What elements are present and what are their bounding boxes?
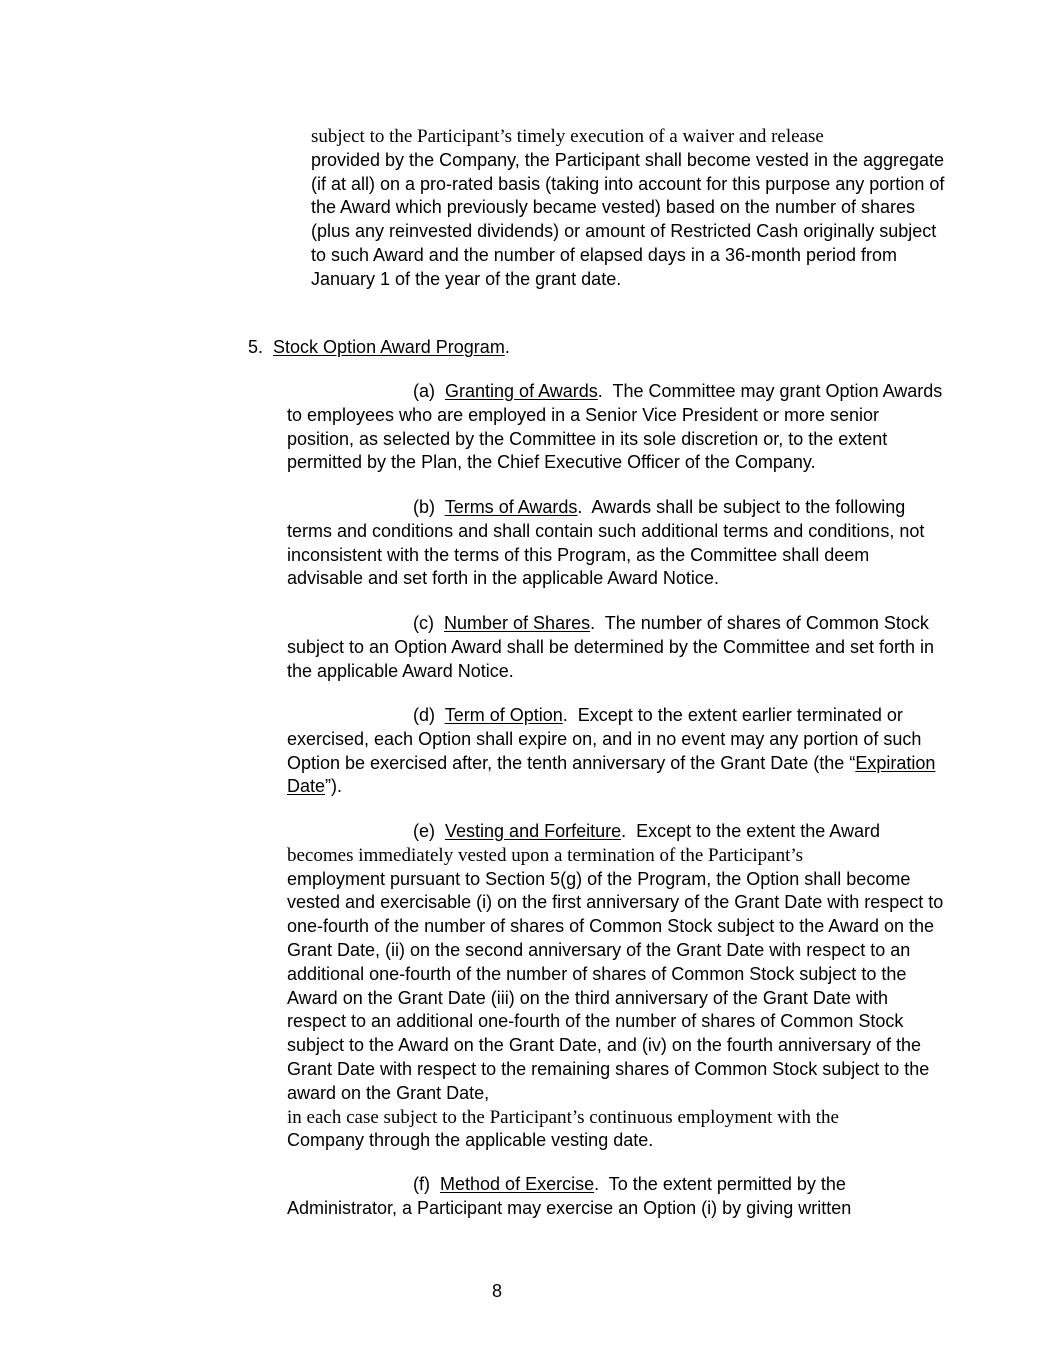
intro-paragraph xyxy=(311,125,951,292)
paragraph-d: (d) Term of Option. Except to the extent earlier terminated or exercised, each Option shall expire on, and in no event may any portion of such Option be exercised after, the tenth anniversary of the Grant Date (the “Expiration Date”). xyxy=(287,705,936,797)
paragraph-f: (f) Method of Exercise. To the extent permitted by the Administrator, a Participant may exercise an Option (i) by giving written xyxy=(287,1174,852,1218)
paragraph-d-defined-term: Expiration Date xyxy=(287,752,936,797)
section-title: Stock Option Award Program xyxy=(273,337,505,357)
paragraph-f-label: (f) xyxy=(413,1174,430,1194)
paragraph-a-heading: Granting of Awards xyxy=(445,381,598,401)
paragraph-e-serif-line2: in each case subject to the Participant’s continuous employment with the xyxy=(287,1106,839,1128)
paragraph-d-label: (d) xyxy=(413,705,435,725)
section-title-suffix: . xyxy=(504,337,510,357)
paragraph-e-text-end: Company through the applicable vesting date. xyxy=(287,1130,654,1151)
paragraph-b: (b) Terms of Awards. Awards shall be subject to the following terms and conditions and shall contain such additional terms and conditions, not inconsistent with the terms of this Program, as the Committee shall deem advisable and set forth in the applicable Award Notice. xyxy=(287,497,925,589)
section-heading xyxy=(248,336,948,360)
paragraph-d-defined-open: “ xyxy=(849,752,856,773)
intro-serif-lead: subject to the Participant’s timely execution of a waiver and release xyxy=(311,126,824,147)
paragraph-e-text-mid: employment pursuant to Section 5(g) of the Program, the Option shall become vested and exercisable (i) on the first anniversary of the Grant Date with respect to one-fourth of the number of shares of Common Stock subject to the Award on the Grant Date, (ii) on the second anniversary of the Grant Date with respect to an additional one-fourth of the number of shares of Common Stock subject to the Award on the Grant Date (iii) on the third anniversary of the Grant Date with respect to an additional one-fourth of the number of shares of Common Stock subject to the Award on the Grant Date, and (iv) on the fourth anniversary of the Grant Date with respect to the remaining shares of Common Stock subject to the award on the Grant Date, xyxy=(287,868,944,1103)
paragraph-b-label: (b) xyxy=(413,497,435,517)
paragraph-c-label: (c) xyxy=(413,613,434,633)
section-number: 5. xyxy=(248,337,264,357)
paragraph-f-text: To the extent permitted by the Administrator, a Participant may exercise an Option (i) by giving written xyxy=(287,1174,852,1218)
paragraph-e-text-lead: Except to the extent the Award xyxy=(636,821,880,841)
paragraph-f-heading: Method of Exercise xyxy=(440,1174,595,1194)
paragraph-a-label: (a) xyxy=(413,381,435,401)
paragraph-a-text: The Committee may grant Option Awards to employees who are employed in a Senior Vice President or more senior position, as selected by the Committee in its sole discretion or, to the extent permitted by the Plan, the Chief Executive Officer of the Company. xyxy=(287,381,943,473)
paragraph-a: (a) Granting of Awards. The Committee may grant Option Awards to employees who are employed in a Senior Vice President or more senior position, as selected by the Committee in its sole discretion or, to the extent permitted by the Plan, the Chief Executive Officer of the Company. xyxy=(287,381,943,473)
paragraph-c-heading: Number of Shares xyxy=(444,613,591,633)
page-number: 8 xyxy=(491,1281,502,1301)
paragraph-c-text: The number of shares of Common Stock subject to an Option Award shall be determined by the Committee and set forth in the applicable Award Notice. xyxy=(287,613,935,681)
paragraph-e: (e) Vesting and Forfeiture. Except to the extent the Award becomes immediately vested upon a termination of the Participant’s employment pursuant to Section 5(g) of the Program, the Option shall become vested and exercisable (i) on the first anniversary of the Grant Date with respect to one-fourth of the number of shares of Common Stock subject to the Award on the Grant Date, (ii) on the second anniversary of the Grant Date with respect to an additional one-fourth of the number of shares of Common Stock subject to the Award on the Grant Date (iii) on the third anniversary of the Grant Date with respect to an additional one-fourth of the number of shares of Common Stock subject to the Award on the Grant Date, and (iv) on the fourth anniversary of the Grant Date with respect to the remaining shares of Common Stock subject to the award on the Grant Date, in each case subject to the Participant’s continuous employment with the Company through the applicable vesting date. xyxy=(287,821,944,1151)
paragraph-d-defined-close: ”). xyxy=(325,776,343,797)
paragraph-d-text: Except to the extent earlier terminated or exercised, each Option shall expire on, and in no event may any portion of such Option be exercised after, the tenth anniversary of the Grant Date (the xyxy=(287,705,922,773)
paragraph-b-heading: Terms of Awards xyxy=(444,497,578,517)
paragraph-e-label: (e) xyxy=(413,821,435,841)
paragraph-e-heading: Vesting and Forfeiture xyxy=(445,821,622,841)
intro-body: provided by the Company, the Participant shall become vested in the aggregate (if at all) on a pro-rated basis (taking into account for this purpose any portion of the Award which previously became vested) based on the number of shares (plus any reinvested dividends) or amount of Restricted Cash originally subject to such Award and the number of elapsed days in a 36-month period from January 1 of the year of the grant date. xyxy=(311,149,945,289)
paragraph-b-text: Awards shall be subject to the following terms and conditions and shall contain such additional terms and conditions, not inconsistent with the terms of this Program, as the Committee shall deem advisable and set forth in the applicable Award Notice. xyxy=(287,497,925,589)
paragraph-c: (c) Number of Shares. The number of shares of Common Stock subject to an Option Award shall be determined by the Committee and set forth in the applicable Award Notice. xyxy=(287,613,935,681)
paragraph-e-serif-line: becomes immediately vested upon a termination of the Participant’s xyxy=(287,844,804,866)
paragraph-d-heading: Term of Option xyxy=(444,705,563,725)
